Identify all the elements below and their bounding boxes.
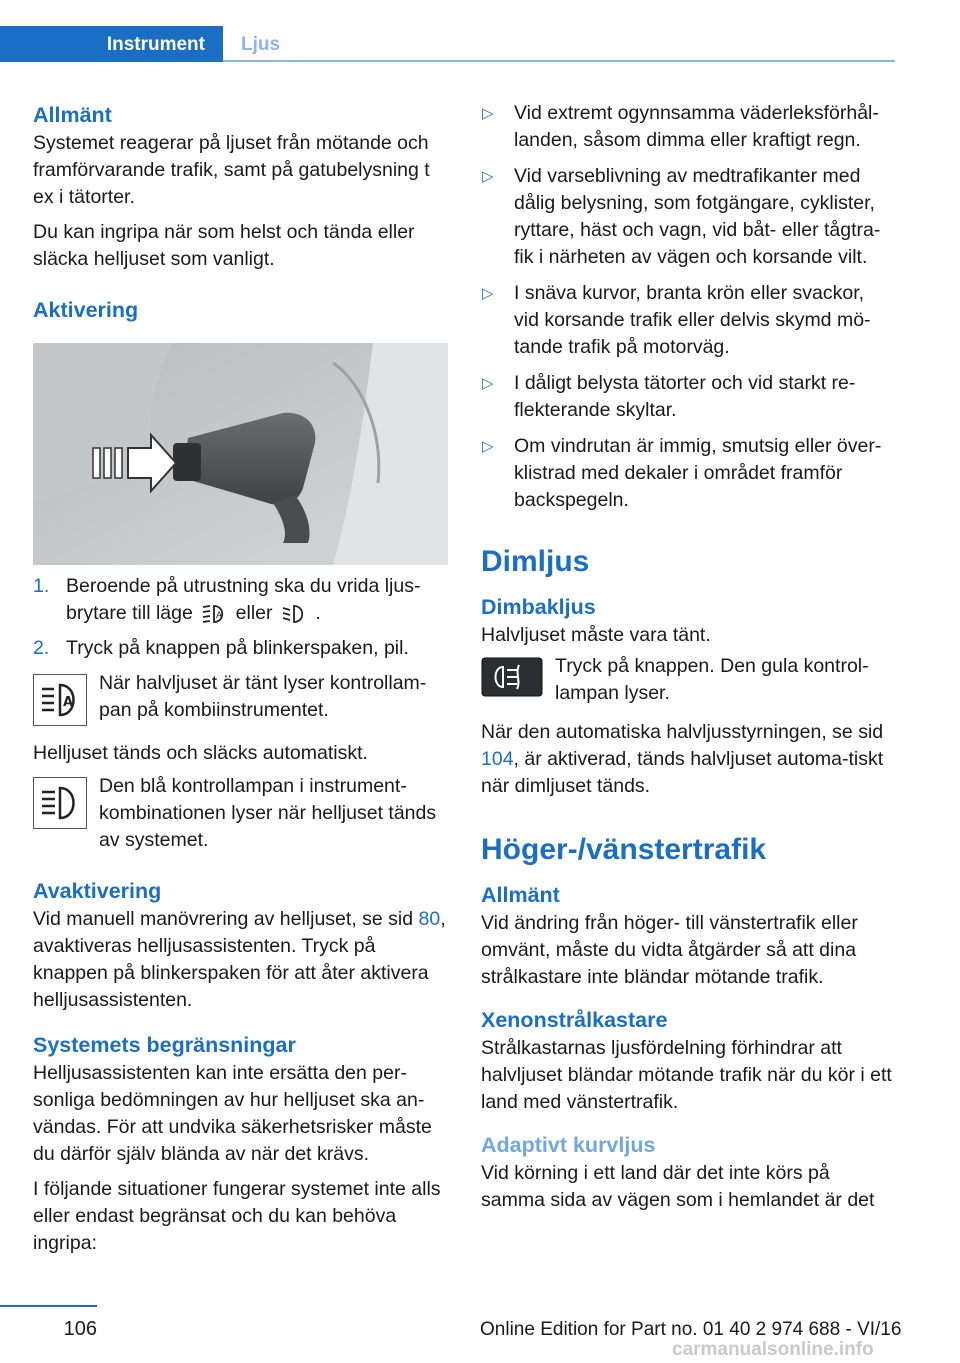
text: När den automatiska halvljusstyrningen, se sid [481,721,884,743]
paragraph: Vid körning i ett land där det inte körs på samma sida av vägen som i hemlandet är det [481,1162,875,1211]
paragraph: Systemet reagerar på ljuset från mötande och framförvarande trafik, samt på gatubelysning t ex i tätorter. [33,132,430,208]
list-item [481,163,893,271]
paragraph: Vid ändring från höger- till vänstertrafik eller omvänt, måste du vidta åtgärder så att dina strålkastare inte bländar mötande trafik. [481,912,858,988]
heading-allmant-trafik: Allmänt [481,883,560,907]
list-item-text: I snäva kurvor, branta krön eller svackor, vid korsande trafik eller delvis skymd mö-tande trafik på motorväg. [514,282,871,358]
heading-hoger-vanstertrafik: Höger-/vänstertrafik [481,833,767,866]
heading-avaktivering: Avaktivering [33,879,162,903]
note-text: Den blå kontrollampan i instrument-kombinationen lyser när helljuset tänds av systemet. [99,775,437,851]
note-text: Tryck på knappen. Den gula kontrol-lampan lyser. [555,655,869,704]
heading-aktivering: Aktivering [33,298,139,322]
list-item [33,635,448,662]
list-item-text: I dåligt belysta tätorter och vid starkt re-flekterande skyltar. [514,372,856,421]
tab-ljus[interactable]: Ljus [241,33,281,55]
list-item [33,573,448,627]
svg-text:A: A [216,610,223,621]
page-link[interactable]: 104 [481,748,514,770]
heading-xenon: Xenonstrålkastare [481,1008,668,1032]
turn-signal-stalk-photo [33,343,448,565]
high-beam-assist-indicator-icon [33,674,87,726]
left-column [33,100,448,1257]
heading-allmant: Allmänt [33,103,112,127]
step-text: Tryck på knappen på blinkerspaken, pil. [66,637,409,659]
heading-dimljus: Dimljus [481,545,590,578]
step-text: . [315,602,321,624]
page-link[interactable]: 80 [418,908,441,930]
text: , avaktiveras helljusassistenten. Tryck på knappen på blinkerspaken för att åter aktivera helljusassistenten. [33,908,446,1011]
triangle-bullet-icon: ▷ [482,168,494,185]
list-item [481,100,893,154]
heading-begransningar: Systemets begränsningar [33,1033,296,1057]
paragraph: Du kan ingripa när som helst och tända eller släcka helljuset som vanligt. [33,221,415,270]
text: Vid manuell manövrering av helljuset, se sid [33,908,414,930]
list-item-text: Vid extremt ogynnsamma väderleksförhål-landen, såsom dimma eller kraftigt regn. [514,102,879,151]
note-text: När halvljuset är tänt lyser kontrollam-pan på kombiinstrumentet. [99,672,427,721]
auto-headlight-icon [201,603,227,625]
high-beam-indicator-icon [33,777,87,829]
paragraph: Strålkastarnas ljusfördelning förhindrar att halvljuset bländar mötande trafik när du kör i ett land med vänstertrafik. [481,1037,892,1113]
step-text: eller [235,602,273,624]
list-item [481,433,893,514]
note-halvljus [33,670,448,726]
page-number: 106 [63,1318,97,1340]
svg-text:A: A [63,695,74,710]
triangle-bullet-icon: ▷ [482,375,494,392]
right-column [481,100,893,1214]
edition-text: Online Edition for Part no. 01 40 2 974 688 - VI/16 [480,1319,902,1340]
text: , är aktiverad, tänds halvljuset automa-tiskt när dimljuset tänds. [481,748,884,797]
list-item-text: Om vindrutan är immig, smutsig eller över-klistrad med dekaler i området framför backspegeln. [514,435,882,511]
triangle-bullet-icon: ▷ [482,438,494,455]
heading-dimbakljus: Dimbakljus [481,595,596,619]
step-number: 2. [33,637,50,659]
low-beam-icon [281,603,307,625]
tab-instrument[interactable]: Instrument [0,26,223,62]
list-item [481,280,893,361]
header-tabs [0,26,895,62]
header-rule [223,60,895,62]
heading-adaptivt-kurvljus: Adaptivt kurvljus [481,1133,656,1157]
paragraph [33,906,448,1014]
paragraph [481,719,893,800]
step-text: Beroende på utrustning ska du vrida ljus-brytare till läge [66,575,421,624]
paragraph: Helljusassistenten kan inte ersätta den per-sonliga bedömningen av hur helljuset ska an-vändas. För att undvika säkerhetsrisker måste du därför själv blända av när det krävs. [33,1062,432,1165]
note-dimbakljus [481,653,893,707]
footer-rule [0,1305,97,1307]
note-helljus [33,773,448,854]
list-item-text: Vid varseblivning av medtrafikanter med dålig belysning, som fotgängare, cyklister, ryttare, häst och vagn, vid båt- eller tågtra-fik i närheten av vägen och korsande vilt. [514,165,881,268]
list-item [481,370,893,424]
paragraph: I följande situationer fungerar systemet inte alls eller endast begränsat och du kan behöva ingripa: [33,1178,441,1254]
triangle-bullet-icon: ▷ [482,285,494,302]
watermark: carmanualsonline.info [672,1339,874,1360]
limitations-list [481,100,893,514]
steps-list [33,573,448,662]
triangle-bullet-icon: ▷ [482,105,494,122]
paragraph: Helljuset tänds och släcks automatiskt. [33,742,368,764]
rear-fog-light-button-icon [481,657,543,697]
step-number: 1. [33,575,50,597]
paragraph: Halvljuset måste vara tänt. [481,624,711,646]
